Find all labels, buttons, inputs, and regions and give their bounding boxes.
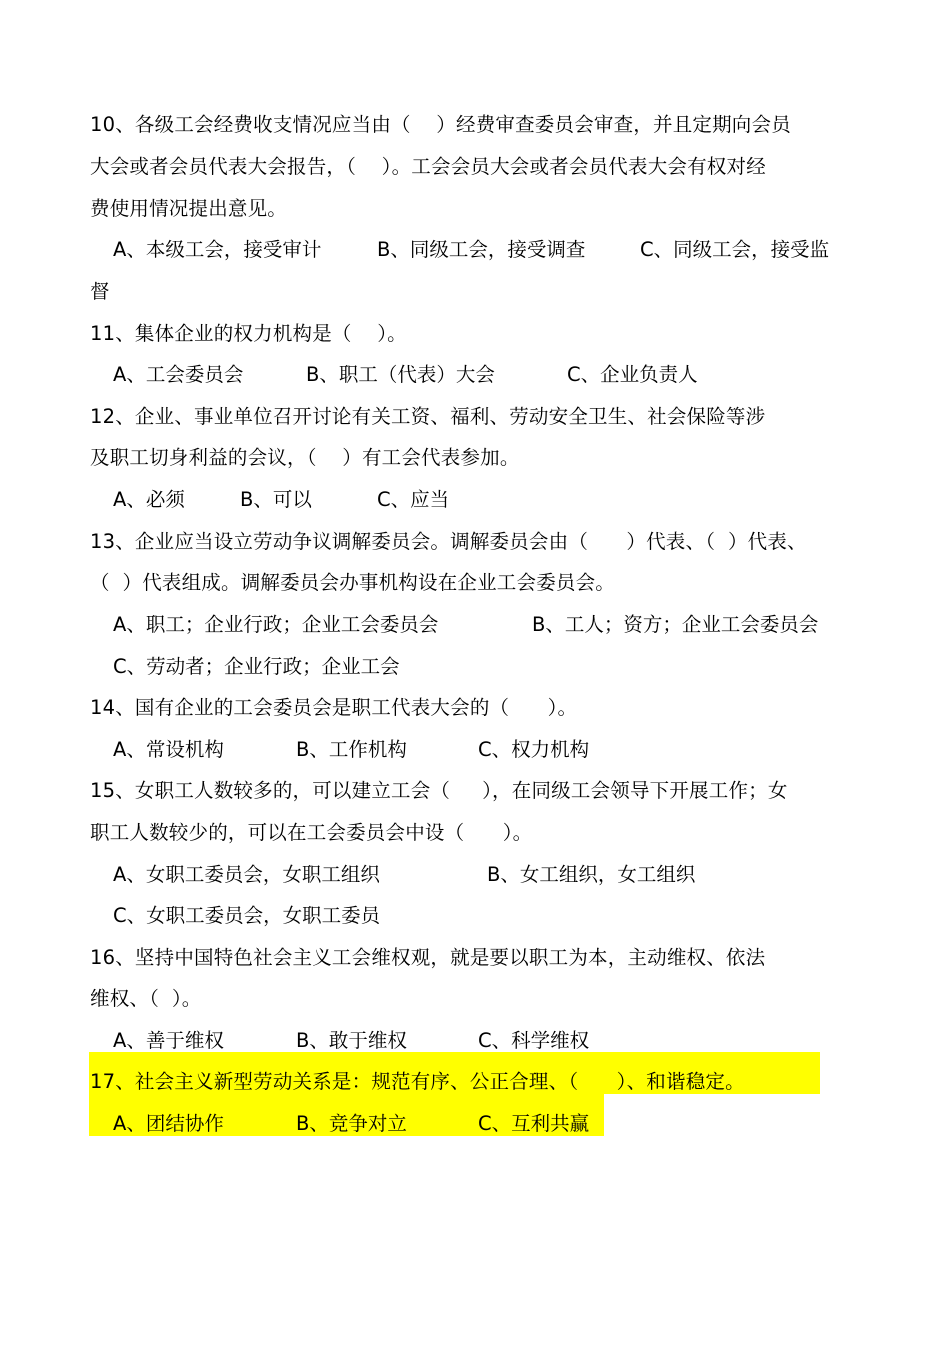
question-14-option-a: A、常设机构	[113, 738, 224, 761]
question-10-option-a: A、本级工会，接受审计	[113, 238, 322, 261]
question-12-line-1: 12、企业、事业单位召开讨论有关工资、福利、劳动安全卫生、社会保险等涉	[90, 405, 766, 428]
question-17-line-1: 17、社会主义新型劳动关系是：规范有序、公正合理、（ ）、和谐稳定。	[90, 1070, 745, 1093]
question-17-option-a: A、团结协作	[113, 1112, 224, 1135]
question-11-option-a: A、工会委员会	[113, 363, 244, 386]
question-10-line-2: 大会或者会员代表大会报告，（ ）。工会会员大会或者会员代表大会有权对经	[90, 155, 766, 178]
question-16-option-b: B、敢于维权	[296, 1029, 407, 1052]
question-16-option-c: C、科学维权	[478, 1029, 590, 1052]
question-15-option-a: A、女职工委员会，女职工组织	[113, 863, 380, 886]
question-15-line-2: 职工人数较少的，可以在工会委员会中设（ ）。	[90, 821, 533, 844]
question-12-line-2: 及职工切身利益的会议，（ ）有工会代表参加。	[90, 446, 520, 469]
question-10-option-c-tail: 督	[90, 280, 110, 303]
question-11-line-1: 11、集体企业的权力机构是（ ）。	[90, 322, 407, 345]
question-12-option-b: B、可以	[240, 488, 312, 511]
question-16-line-2: 维权、（ ）。	[90, 987, 202, 1010]
question-10-line-3: 费使用情况提出意见。	[90, 197, 288, 220]
question-11-option-c: C、企业负责人	[567, 363, 698, 386]
question-11-option-b: B、职工（代表）大会	[306, 363, 495, 386]
question-16-line-1: 16、坚持中国特色社会主义工会维权观，就是要以职工为本，主动维权、依法	[90, 946, 766, 969]
question-13-option-c: C、劳动者；企业行政；企业工会	[113, 655, 400, 678]
question-13-option-a: A、职工；企业行政；企业工会委员会	[113, 613, 439, 636]
question-10-option-b: B、同级工会，接受调查	[377, 238, 586, 261]
question-10-line-1: 10、各级工会经费收支情况应当由（ ）经费审查委员会审查，并且定期向会员	[90, 113, 791, 136]
question-14-option-c: C、权力机构	[478, 738, 590, 761]
question-15-option-c: C、女职工委员会，女职工委员	[113, 904, 381, 927]
question-12-option-c: C、应当	[377, 488, 450, 511]
question-15-line-1: 15、女职工人数较多的，可以建立工会（ ），在同级工会领导下开展工作；女	[90, 779, 788, 802]
question-17-option-c: C、互利共赢	[478, 1112, 590, 1135]
question-13-line-1: 13、企业应当设立劳动争议调解委员会。调解委员会由（ ）代表、（ ）代表、	[90, 530, 807, 553]
question-15-option-b: B、女工组织，女工组织	[487, 863, 696, 886]
question-13-option-b: B、工人；资方；企业工会委员会	[532, 613, 819, 636]
question-12-option-a: A、必须	[113, 488, 185, 511]
question-14-option-b: B、工作机构	[296, 738, 407, 761]
question-17-option-b: B、竞争对立	[296, 1112, 407, 1135]
question-10-option-c: C、同级工会，接受监	[640, 238, 830, 261]
question-14-line-1: 14、国有企业的工会委员会是职工代表大会的（ ）。	[90, 696, 578, 719]
question-13-line-2: （ ）代表组成。调解委员会办事机构设在企业工会委员会。	[90, 571, 615, 594]
question-16-option-a: A、善于维权	[113, 1029, 224, 1052]
